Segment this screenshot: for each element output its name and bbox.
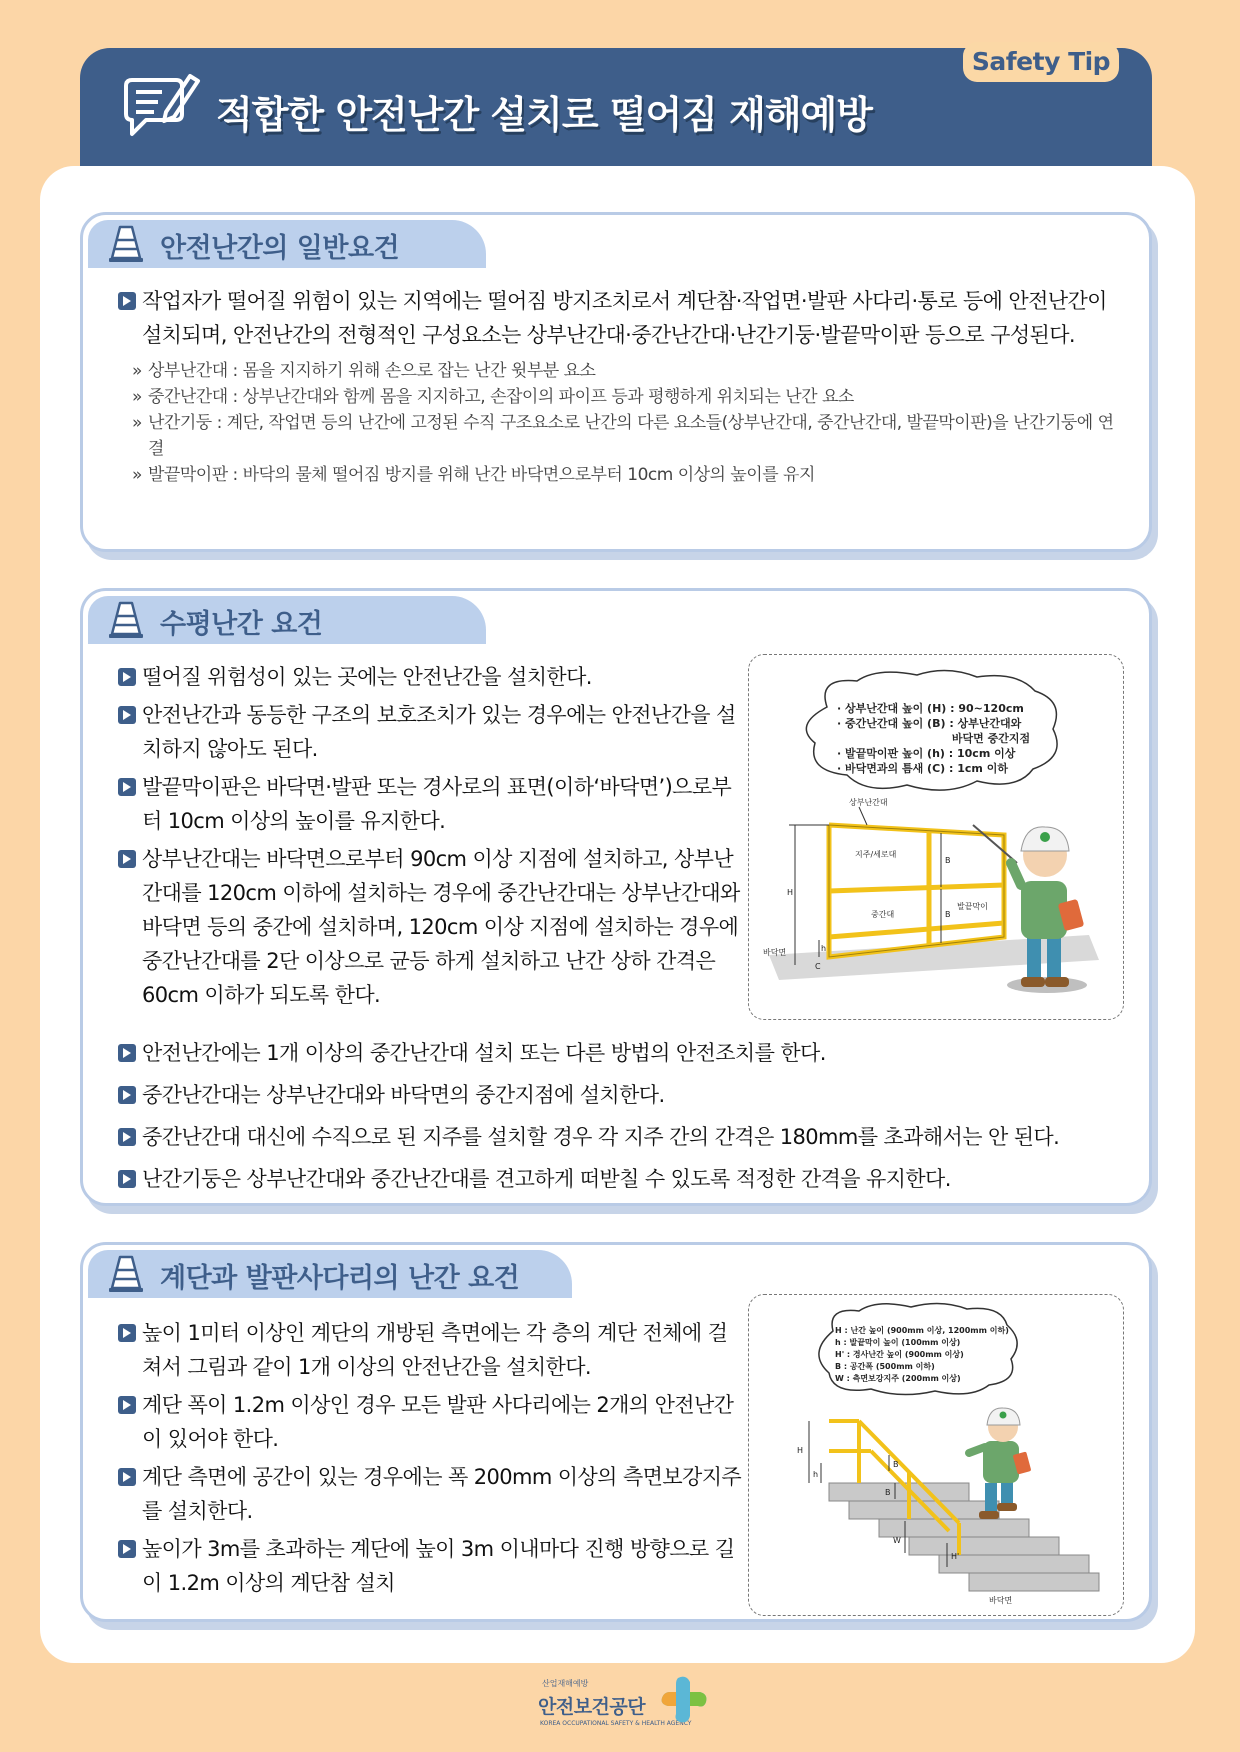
- bullet-arrow-icon: [118, 1128, 136, 1146]
- bullet-text: 난간기둥은 상부난간대와 중간난간대를 견고하게 떠받칠 수 있도록 적정한 간격을 유지한다.: [142, 1167, 951, 1191]
- bullet-arrow-icon: [118, 706, 136, 724]
- page-title: 적합한 안전난간 설치로 떨어짐 재해예방: [216, 93, 872, 137]
- traffic-cone-icon: [108, 600, 144, 640]
- kosha-cross-icon: [660, 1674, 710, 1724]
- label-mid: 중간대: [871, 910, 895, 919]
- bullet-arrow-icon: [118, 1396, 136, 1414]
- logo-name: 안전보건공단: [538, 1696, 646, 1718]
- traffic-cone-icon: [108, 1254, 144, 1294]
- bullet-arrow-icon: [118, 1324, 136, 1342]
- bullet-text: 떨어질 위험성이 있는 곳에는 안전난간을 설치한다.: [142, 665, 592, 689]
- section-stair-rail: [80, 1242, 1152, 1622]
- bullet-item: [118, 1460, 742, 1528]
- label-post: 지주/세로대: [855, 850, 897, 859]
- bubble-line: h : 발끝막이 높이 (100mm 이상): [835, 1338, 961, 1347]
- bullet-item: [118, 1162, 1120, 1196]
- stair-rail-figure: [748, 1294, 1124, 1616]
- logo-english: KOREA OCCUPATIONAL SAFETY & HEALTH AGENCY: [540, 1720, 692, 1727]
- bullet-arrow-icon: [118, 668, 136, 686]
- bullet-item: [118, 698, 742, 766]
- bullet-arrow-icon: [118, 1086, 136, 1104]
- label-C: C: [815, 962, 821, 971]
- definition-item: » 중간난간대 : 상부난간대와 함께 몸을 지지하고, 손잡이의 파이프 등과 평행하게 위치되는 난간 요소: [132, 384, 1120, 410]
- guardrail-illustration: [759, 798, 1109, 1010]
- bullet-item: [118, 1120, 1120, 1154]
- section-horizontal-rail: [80, 588, 1152, 1206]
- definition-list: [118, 358, 1120, 488]
- bullet-text: 발끝막이판은 바닥면·발판 또는 경사로의 표면(이하‘바닥면’)으로부터 10cm 이상의 높이를 유지한다.: [142, 775, 732, 833]
- stair-illustration: [789, 1403, 1119, 1609]
- bullet-item: [118, 1316, 742, 1384]
- bullet-item: [118, 284, 1120, 352]
- bullet-text: 계단 측면에 공간이 있는 경우에는 폭 200mm 이상의 측면보강지주를 설치한다.: [142, 1465, 742, 1523]
- bullet-text: 작업자가 떨어질 위험이 있는 지역에는 떨어짐 방지조치로서 계단참·작업면·발판 사다리·통로 등에 안전난간이 설치되며, 안전난간의 전형적인 구성요소는 상부난간대·중간난간대·난간기둥·발끝막이판 등으로 구성된다.: [142, 289, 1107, 347]
- label-floor: 바닥면: [989, 1596, 1013, 1605]
- bullet-text: 계단 폭이 1.2m 이상인 경우 모든 발판 사다리에는 2개의 안전난간이 있어야 한다.: [142, 1393, 734, 1451]
- bubble-line: 바닥면 중간지점: [837, 732, 1031, 745]
- label-H: H: [787, 888, 794, 897]
- memo-pen-icon: [122, 66, 202, 148]
- label-B-lower: B: [885, 1488, 891, 1497]
- logo-subtitle: 산업재해예방: [542, 1679, 589, 1688]
- safety-worker-illustration: [973, 825, 1087, 993]
- bullet-item: [118, 1388, 742, 1456]
- traffic-cone-icon: [108, 224, 144, 264]
- bullet-arrow-icon: [118, 1170, 136, 1188]
- horizontal-rail-figure: [748, 654, 1124, 1020]
- bullet-arrow-icon: [118, 778, 136, 796]
- bullet-text: 안전난간에는 1개 이상의 중간난간대 설치 또는 다른 방법의 안전조치를 한다.: [142, 1041, 826, 1065]
- bullet-item: [118, 660, 742, 694]
- label-B-upper: B: [945, 856, 951, 865]
- definition-item: » 발끝막이판 : 바닥의 물체 떨어짐 방지를 위해 난간 바닥면으로부터 10cm 이상의 높이를 유지: [132, 462, 1120, 488]
- bullet-text: 상부난간대는 바닥면으로부터 90cm 이상 지점에 설치하고, 상부난간대를 120cm 이하에 설치하는 경우에 중간난간대는 상부난간대와 바닥면 등의 중간에 설치하며, 120cm 이상 지점에 설치하는 경우에 중간난간대를 2단 이상으로 균등 하게 설치하고 난간 상하 간격은 60cm 이하가 되도록 한다.: [142, 847, 740, 1007]
- bubble-line: W : 측면보강지주 (200mm 이상): [835, 1374, 961, 1383]
- label-B-lower: B: [945, 910, 951, 919]
- label-floor: 바닥면: [763, 948, 787, 957]
- bullet-text: 중간난간대는 상부난간대와 바닥면의 중간지점에 설치한다.: [142, 1083, 665, 1107]
- definition-item: » 난간기둥 : 계단, 작업면 등의 난간에 고정된 수직 구조요소로 난간의 다른 요소들(상부난간대, 중간난간대, 발끝막이판)을 난간기둥에 연결: [132, 410, 1120, 462]
- section-general-requirements: [80, 212, 1152, 552]
- bullet-item: [118, 1532, 742, 1600]
- bubble-line: · 중간난간대 높이 (B) : 상부난간대와: [837, 717, 1022, 730]
- label-toe: 발끝막이: [957, 902, 988, 911]
- staircase: [829, 1483, 1099, 1591]
- section-tab: [88, 1250, 572, 1298]
- label-W: W: [893, 1536, 901, 1545]
- bullet-item: [118, 842, 742, 1012]
- bubble-line: B : 공간폭 (500mm 이하): [835, 1362, 935, 1371]
- label-h: h: [821, 944, 827, 953]
- bubble-line: · 상부난간대 높이 (H) : 90~120cm: [837, 702, 1024, 715]
- bullet-text: 안전난간과 동등한 구조의 보호조치가 있는 경우에는 안전난간을 설치하지 않아도 된다.: [142, 703, 736, 761]
- bubble-line: · 바닥면과의 틈새 (C) : 1cm 이하: [837, 762, 1008, 775]
- section-title: 계단과 발판사다리의 난간 요건: [160, 1263, 520, 1294]
- bubble-text: [835, 1325, 1009, 1385]
- bullet-arrow-icon: [118, 1468, 136, 1486]
- bullet-item: [118, 1078, 1120, 1112]
- bullet-text: 높이가 3m를 초과하는 계단에 높이 3m 이내마다 진행 방향으로 길이 1.2m 이상의 계단참 설치: [142, 1537, 735, 1595]
- section-content: [118, 284, 1120, 488]
- label-B-upper: B: [893, 1460, 899, 1469]
- section-title: 수평난간 요건: [160, 609, 323, 640]
- bubble-line: H : 난간 높이 (900mm 이상, 1200mm 이하): [835, 1326, 1009, 1335]
- section-title: 안전난간의 일반요건: [160, 233, 400, 264]
- bubble-line: · 발끝막이판 높이 (h) : 10cm 이상: [837, 747, 1016, 760]
- label-h: h: [813, 1470, 819, 1479]
- bullet-item: [118, 770, 742, 838]
- definition-item: » 상부난간대 : 몸을 지지하기 위해 손으로 잡는 난간 윗부분 요소: [132, 358, 1120, 384]
- bullet-arrow-icon: [118, 1044, 136, 1062]
- bullet-arrow-icon: [118, 1540, 136, 1558]
- safety-tip-badge: Safety Tip: [963, 42, 1119, 82]
- section-tab: [88, 596, 486, 644]
- bubble-text: [837, 701, 1030, 776]
- section-content-wide: [118, 1036, 1120, 1196]
- label-H: H: [797, 1446, 804, 1455]
- bullet-item: [118, 1036, 1120, 1070]
- label-H-prime: H': [951, 1552, 960, 1561]
- yellow-guardrail: [829, 825, 1004, 957]
- section-tab: [88, 220, 486, 268]
- bullet-arrow-icon: [118, 850, 136, 868]
- bullet-text: 높이 1미터 이상인 계단의 개방된 측면에는 각 층의 계단 전체에 걸쳐서 그림과 같이 1개 이상의 안전난간을 설치한다.: [142, 1321, 728, 1379]
- bullet-text: 중간난간대 대신에 수직으로 된 지주를 설치할 경우 각 지주 간의 간격은 180mm를 초과해서는 안 된다.: [142, 1125, 1060, 1149]
- bubble-line: H' : 경사난간 높이 (900mm 이상): [835, 1350, 964, 1359]
- label-top-rail: 상부난간대: [849, 798, 888, 807]
- bullet-arrow-icon: [118, 292, 136, 310]
- kosha-logo: [538, 1674, 714, 1740]
